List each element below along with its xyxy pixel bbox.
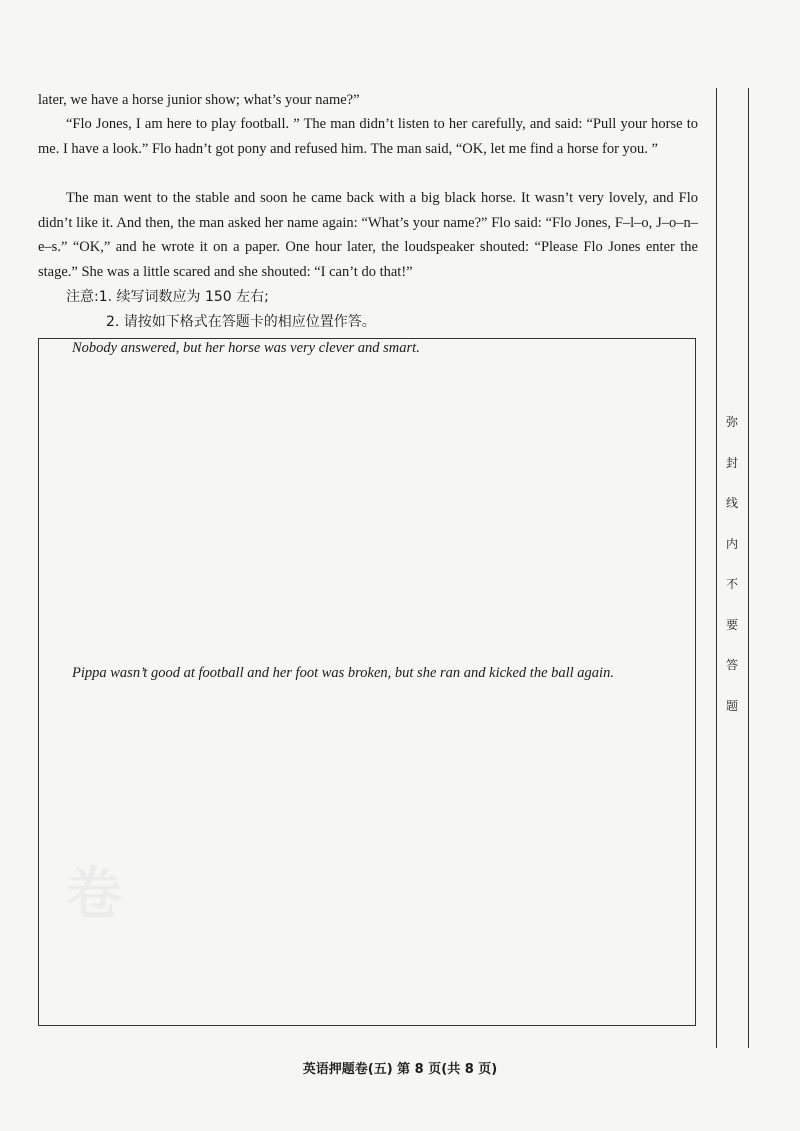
seal-char: 答 <box>725 658 738 672</box>
continuation-prompt-1: Nobody answered, but her horse was very clever and smart. <box>72 340 420 356</box>
watermark-stamp: 卷 <box>66 862 126 927</box>
continuation-prompt-2: Pippa wasn’t good at football and her foot was broken, but she ran and kicked the ball again. <box>72 665 614 681</box>
page-footer: 英语押题卷(五) 第 8 页(共 8 页) <box>302 1062 498 1077</box>
seal-line-right <box>748 88 749 1048</box>
note-line-2: 2. 请按如下格式在答题卡的相应位置作答。 <box>106 314 376 330</box>
seal-char: 封 <box>725 455 738 470</box>
seal-line-left <box>716 88 717 1048</box>
passage-paragraph-3: The man went to the stable and soon he came back with a big black horse. It wasn’t very lovely, and Flo didn’t like it. And then, the man asked her name again: “What’s your name?” Flo said: “Flo Jones, F–l–o, J–o–n–e–s.” “OK,” and he wrote it on a paper. One hour later, the loudspeaker shouted: “Please Flo Jones enter the stage.” She was a little scared and she shouted: “I can’t do that!” <box>38 190 698 280</box>
answer-box[interactable] <box>38 338 696 1026</box>
seal-char: 弥 <box>725 415 738 429</box>
seal-char: 题 <box>725 698 738 713</box>
note-line-1: 注意:1. 续写词数应为 150 左右; <box>66 289 269 305</box>
seal-char: 内 <box>725 536 738 551</box>
seal-char: 要 <box>725 617 738 632</box>
passage-line-1: later, we have a horse junior show; what’s your name?” <box>38 92 360 108</box>
seal-char: 线 <box>725 496 738 510</box>
seal-instruction <box>722 412 742 736</box>
seal-char: 不 <box>725 577 738 591</box>
passage-paragraph-2: “Flo Jones, I am here to play football. ” The man didn’t listen to her carefully, and said: “Pull your horse to me. I have a look.” Flo hadn’t got pony and refused him. The man said, “OK, let me find a horse for you. ” <box>38 116 698 157</box>
